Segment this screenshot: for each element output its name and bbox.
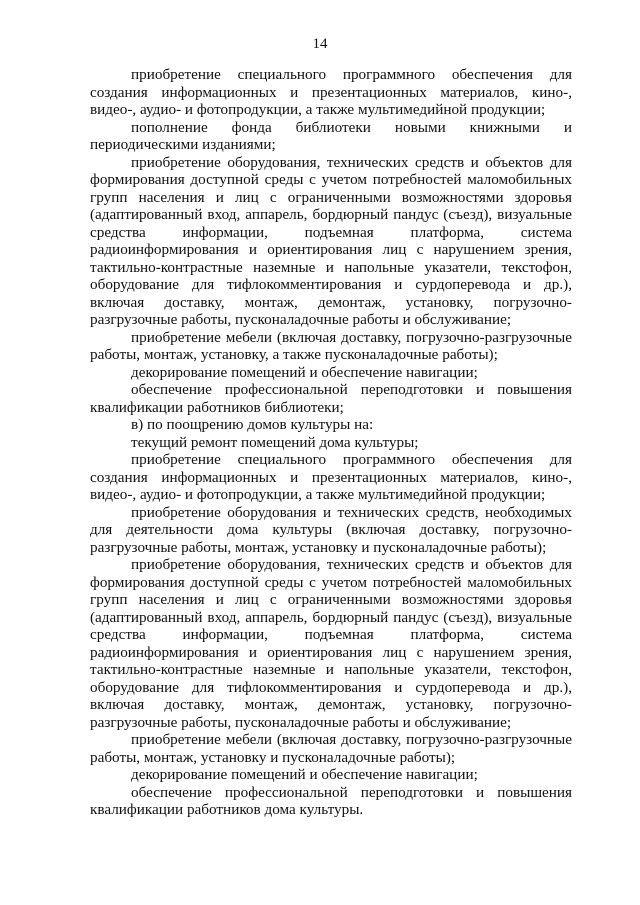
paragraph-software-culture-house: приобретение специального программного обеспечения для создания информационных и презентационных материалов, кино-, видео-, аудио- и фотопродукции, а также мультимедийной продукции; (90, 451, 572, 503)
paragraph-training-culture-house: обеспечение профессиональной переподготовки и повышения квалификации работников дома культуры. (90, 783, 572, 818)
paragraph-decoration-culture-house: декорирование помещений и обеспечение навигации; (131, 766, 478, 783)
paragraph-training-library: обеспечение профессиональной переподготовки и повышения квалификации работников библиотеки; (90, 381, 572, 416)
paragraph-accessible-environment-culture-house: приобретение оборудования, технических средств и объектов для формирования доступной среды с учетом потребностей маломобильных групп населения и лиц с ограниченными возможностями здоровья (адаптированный вход, аппарель, бордюрный пандус (съезд), визуальные средства информации, подъемная платформа, система радиоинформирования и ориентирования лиц с нарушением зрения, тактильно-контрастные наземные и напольные указатели, текстофон, оборудование для тифлокомментирования и сурдоперевода и др.), включая доставку, монтаж, демонтаж, установку, погрузочно-разгрузочные работы, пусконаладочные работы и обслуживание; (90, 556, 572, 731)
paragraph-repair-culture-house: текущий ремонт помещений дома культуры; (131, 433, 419, 451)
paragraph-furniture-culture-house: приобретение мебели (включая доставку, погрузочно-разгрузочные работы, монтаж, установку и пусконаладочные работы); (90, 731, 572, 766)
paragraph-library-fund: пополнение фонда библиотеки новыми книжными и периодическими изданиями; (90, 118, 572, 153)
document-body (90, 66, 572, 819)
paragraph-culture-houses-heading: в) по поощрению домов культуры на: (131, 416, 374, 433)
paragraph-equipment-culture-house: приобретение оборудования и технических средств, необходимых для деятельности дома культуры (включая доставку, погрузочно-разгрузочные работы, монтаж, установку и пусконаладочные работы); (90, 503, 572, 556)
paragraph-accessible-environment-library: приобретение оборудования, технических средств и объектов для формирования доступной среды с учетом потребностей маломобильных групп населения и лиц с ограниченными возможностями здоровья (адаптированный вход, аппарель, бордюрный пандус (съезд), визуальные средства информации, подъемная платформа, система радиоинформирования и ориентирования лиц с нарушением зрения, тактильно-контрастные наземные и напольные указатели, текстофон, оборудование для тифлокомментирования и сурдоперевода и др.), включая доставку, монтаж, демонтаж, установку, погрузочно-разгрузочные работы, пусконаладочные работы и обслуживание; (90, 153, 572, 328)
paragraph-software-library: приобретение специального программного обеспечения для создания информационных и презентационных материалов, кино-, видео-, аудио- и фотопродукции, а также мультимедийной продукции; (90, 66, 572, 118)
page-number: 14 (312, 36, 328, 52)
paragraph-furniture-library: приобретение мебели (включая доставку, погрузочно-разгрузочные работы, монтаж, установку, а также пусконаладочные работы); (90, 328, 572, 363)
paragraph-decoration-library: декорирование помещений и обеспечение навигации; (131, 363, 478, 381)
